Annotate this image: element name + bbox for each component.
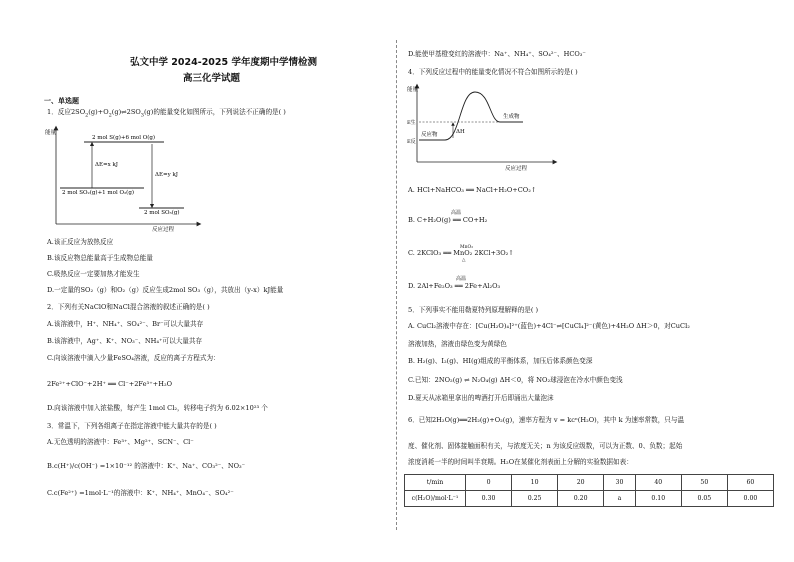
q4-option-c: C. 2KClO₃ ══ MnO₂ 2KCl+3O₂↑ — [408, 249, 514, 257]
q1-energy-diagram — [44, 124, 204, 232]
table-cell: 0.30 — [466, 491, 512, 507]
q1-option-a: A.该正反应为放热反应 — [47, 238, 114, 246]
q1-dE1: ΔE=x kJ — [95, 162, 118, 168]
q1-y-label: 能量 — [45, 130, 57, 136]
q3-option-d: D.能使甲基橙变红的溶液中：Na⁺、NH₄⁺、SO₄²⁻、HCO₃⁻ — [408, 50, 586, 58]
q4-option-a: A. HCl+NaHCO₃ ══ NaCl+H₂O+CO₂↑ — [408, 186, 537, 194]
school-title: 弘文中学 2024-2025 学年度期中学情检测 — [130, 57, 317, 68]
q5-option-d: D.夏天从冰箱里拿出的啤酒打开后即涌出大量泡沫 — [408, 394, 554, 402]
column-divider — [396, 40, 397, 530]
table-cell: 50 — [681, 475, 727, 491]
q4-dh-label: ΔH — [456, 129, 465, 135]
q1-dE2: ΔE=y kJ — [155, 172, 178, 178]
q5-option-c: C.已知：2NO₂(g) ⇌ N₂O₄(g) ΔH＜0，将 NO₂球浸泡在冷水中颜色变浅 — [408, 376, 623, 384]
q2-option-a: A.该溶液中，H⁺、NH₄⁺、SO₄²⁻、Br⁻可以大量共存 — [47, 320, 204, 328]
q4-cond-c-heat: △ — [462, 258, 466, 263]
table-cell: 60 — [727, 475, 773, 491]
q4-e-react: E反 — [407, 139, 416, 145]
table-cell: 10 — [512, 475, 558, 491]
q1-option-c: C.吸热反应一定要加热才能发生 — [47, 270, 140, 278]
q4-y-label: 能量 — [407, 87, 419, 93]
table-cell: 0.00 — [727, 491, 773, 507]
paper-title: 高三化学试题 — [183, 73, 241, 84]
table-cell: 0.05 — [681, 491, 727, 507]
q4-option-b: B. C+H₂O(g) ══ CO+H₂ — [408, 216, 488, 224]
q6-stem-line2: 度、催化剂、固体接触面积有关，与浓度无关；n 为该反应级数，可以为正数、0、负数；起始 — [408, 442, 683, 450]
q2-option-c: C.向该溶液中滴入少量FeSO₄溶液，反应的离子方程式为： — [47, 354, 220, 362]
q4-e-prod: E生 — [407, 120, 416, 126]
table-cell: 0 — [466, 475, 512, 491]
q5-option-a: A. CuCl₂溶液中存在：[Cu(H₂O)₄]²⁺(蓝色)+4Cl⁻⇌[CuCl₄]²⁻(黄色)+4H₂O ΔH＞0，对CuCl₂ — [408, 322, 690, 330]
q1-option-d: D.一定量的SO₂（g）和O₂（g）反应生成2mol SO₃（g），共放出（y-x）kJ能量 — [47, 286, 284, 294]
table-row — [405, 491, 774, 507]
q5-option-b: B. H₂(g)、I₂(g)、HI(g)组成的平衡体系，加压后体系颜色变深 — [408, 357, 593, 365]
q6-stem-line3: 浓度消耗一半的时间叫半衰期。H₂O在某催化剂表面上分解的实验数据如表： — [408, 458, 633, 466]
table-row — [405, 475, 774, 491]
q3-option-c: C.c(Fe²⁺) =1mol·L⁻¹的溶液中：K⁺、NH₄⁺、MnO₄⁻、SO₄²⁻ — [47, 489, 234, 497]
table-cell: 0.10 — [635, 491, 681, 507]
q6-stem: 6．已知2H₂O(g)══2H₂(g)+O₂(g)，速率方程为 v = kcⁿ(H₂O)，其中 k 为速率常数，只与温 — [408, 416, 685, 424]
q4-option-d: D. 2Al+Fe₂O₃ ══ 2Fe+Al₂O₃ — [408, 282, 501, 290]
q4-cond-d: 高温 — [456, 276, 467, 282]
q1-top-level-label: 2 mol S(g)+6 mol O(g) — [92, 135, 156, 141]
table-head-t: t/min — [405, 475, 466, 491]
q4-energy-diagram — [405, 82, 565, 174]
q2-equation: 2Fe²⁺+ClO⁻+2H⁺ ══ Cl⁻+2Fe³⁺+H₂O — [47, 380, 173, 388]
q4-cond-b: 高温 — [451, 210, 462, 216]
q1-x-label: 反应过程 — [152, 227, 175, 232]
q6-data-table — [404, 474, 774, 507]
q5-stem: 5．下列事实不能用勒夏特列原理解释的是( ) — [408, 306, 539, 314]
table-cell: a — [604, 491, 636, 507]
table-cell: 0.20 — [558, 491, 604, 507]
q4-cond-c: MnO₂ — [460, 245, 473, 250]
table-cell: 40 — [635, 475, 681, 491]
q1-option-b: B.该反应物总能量高于生成物总能量 — [47, 254, 153, 262]
table-cell: 0.25 — [512, 491, 558, 507]
q1-mid-level-label: 2 mol SO₂(g)+1 mol O₂(g) — [62, 190, 134, 196]
q2-option-d: D.向该溶液中加入浓盐酸，每产生 1mol Cl₂，转移电子约为 6.02×10²³ 个 — [47, 404, 268, 412]
table-head-c: c(H₂O)/mol·L⁻¹ — [405, 491, 466, 507]
q4-products-label: 生成物 — [503, 114, 520, 120]
section-label: 一、单选题 — [44, 97, 79, 105]
q3-option-b: B.c(H⁺)/c(OH⁻) =1×10⁻¹² 的溶液中：K⁺、Na⁺、CO₃²⁻、NO₃⁻ — [47, 462, 246, 470]
q2-option-b: B.该溶液中，Ag⁺、K⁺、NO₃⁻、NH₄⁺可以大量共存 — [47, 337, 203, 345]
q1-low-level-label: 2 mol SO₃(g) — [144, 210, 180, 216]
q1-stem: 1．反应$2SO_2(g)+O_2(g)\rightleftharpoons 2SO_3(g)$的能量变化如图所示，下列说法不正确的是( ) — [47, 108, 286, 119]
q4-x-label: 反应过程 — [505, 166, 528, 172]
table-cell: 20 — [558, 475, 604, 491]
q4-stem: 4．下列反应过程中的能量变化情况不符合如图所示的是( ) — [408, 68, 578, 76]
q3-option-a: A.无色透明的溶液中：Fe³⁺、Mg²⁺、SCN⁻、Cl⁻ — [47, 438, 194, 446]
q3-stem: 3．常温下，下列各组离子在指定溶液中能大量共存的是( ) — [47, 422, 217, 430]
table-cell: 30 — [604, 475, 636, 491]
q2-stem: 2．下列有关NaClO和NaCl混合溶液的叙述正确的是( ) — [47, 303, 210, 311]
q4-reactants-label: 反应物 — [421, 132, 438, 138]
q5-option-a-cont: 溶液加热，溶液由绿色变为黄绿色 — [408, 340, 507, 348]
